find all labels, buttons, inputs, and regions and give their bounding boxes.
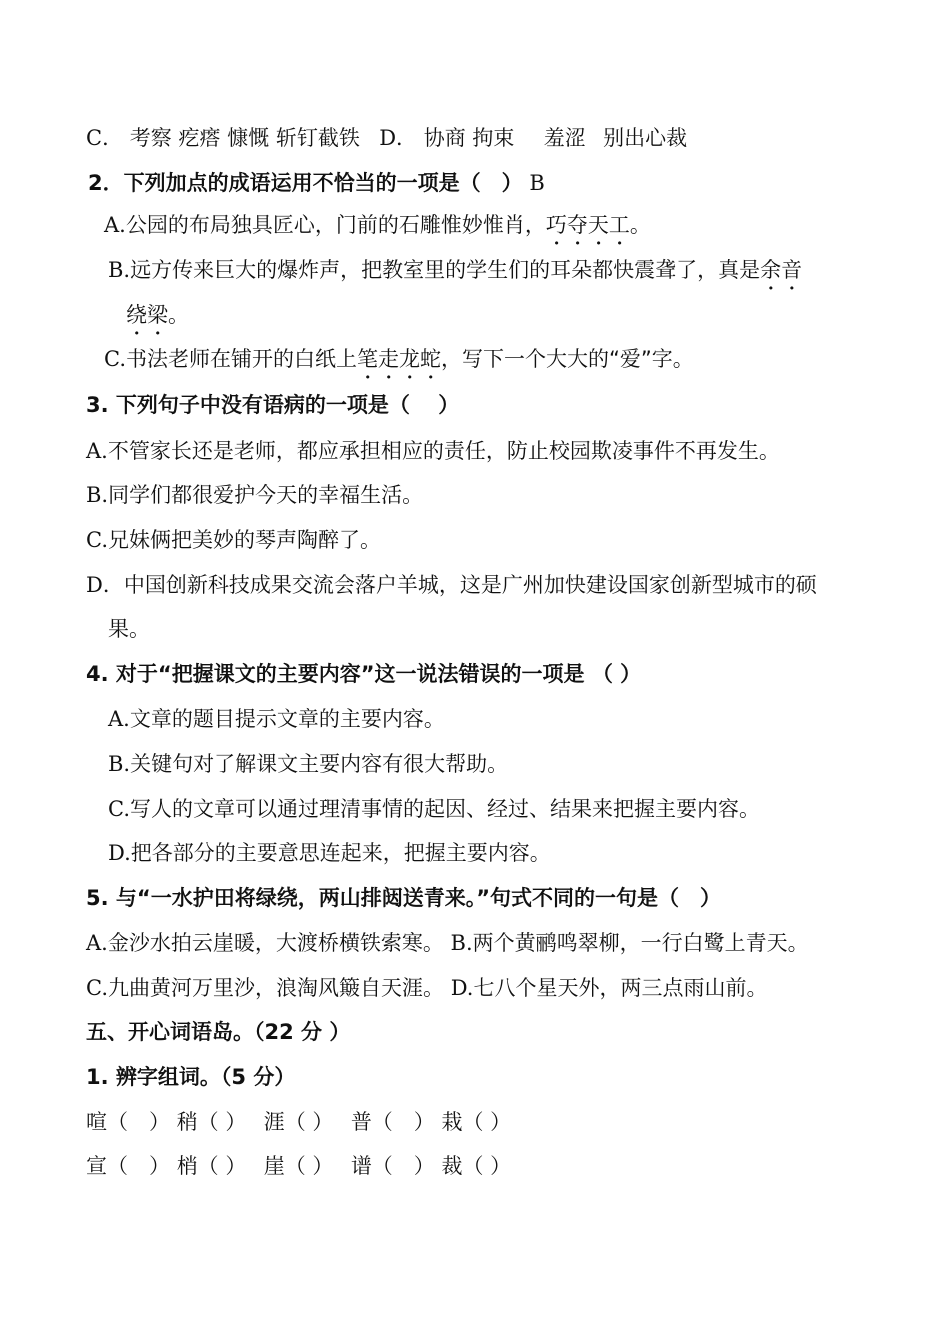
option-letter: D. bbox=[450, 976, 474, 1000]
option-text: 七八个星天外，两三点雨山前。 bbox=[473, 976, 768, 1000]
q4-option-b bbox=[108, 749, 508, 779]
char-row-2 bbox=[86, 1151, 511, 1181]
q2-option-a bbox=[104, 210, 651, 250]
question-3-stem: 3. 下列句子中没有语病的一项是（ ） bbox=[86, 393, 460, 417]
q2-option-c bbox=[104, 344, 694, 384]
option-letter: D． bbox=[86, 573, 124, 597]
option-letter: A. bbox=[104, 213, 126, 237]
word: 慷慨 bbox=[227, 126, 270, 150]
q3-option-b bbox=[86, 480, 423, 510]
option-text: 公园的布局独具匠心，门前的石雕惟妙惟肖， bbox=[125, 213, 546, 237]
option-text: 两个黄鹂鸣翠柳，一行白鹭上青天。 bbox=[472, 931, 809, 955]
word: 考察 bbox=[129, 126, 172, 150]
char-row-1 bbox=[86, 1107, 511, 1137]
q3-option-c bbox=[86, 525, 381, 555]
q3-option-d-continued: 果。 bbox=[108, 617, 150, 641]
option-letter: B. bbox=[86, 483, 109, 507]
option-letter: B. bbox=[450, 931, 473, 955]
option-text: 金沙水拍云崖暖，大渡桥横铁索寒。 bbox=[107, 931, 444, 955]
option-text: 文章的题目提示文章的主要内容。 bbox=[129, 707, 445, 731]
option-letter: C． bbox=[86, 126, 124, 150]
section-5-title: 五、开心词语岛。（22 分 ） bbox=[86, 1020, 351, 1044]
word: 羞涩 bbox=[543, 126, 586, 150]
q2-option-b-continued bbox=[126, 300, 189, 340]
option-text: 中国创新科技成果交流会落户羊城，这是广州加快建设国家创新型城市的硕 bbox=[123, 573, 817, 597]
emphasized-idiom: 余音 bbox=[760, 258, 803, 282]
option-text: 九曲黄河万里沙，浪淘风簸自天涯。 bbox=[108, 976, 444, 1000]
option-letter: C. bbox=[86, 528, 108, 552]
option-letter: B. bbox=[108, 752, 131, 776]
question-5-stem: 5. 与“一水护田将绿绕，两山排闼送青来。”句式不同的一句是（ ） bbox=[86, 886, 722, 910]
option-text: 关键句对了解课文主要内容有很大帮助。 bbox=[130, 752, 509, 776]
q1-option-c-d bbox=[86, 123, 687, 153]
emphasized-idiom: 绕梁 bbox=[126, 303, 168, 327]
q5-options-c-d bbox=[86, 973, 767, 1003]
punctuation: 。 bbox=[168, 303, 189, 327]
char-blank: 涯（ ） bbox=[263, 1110, 334, 1134]
question-2-stem bbox=[88, 168, 545, 198]
option-text: 远方传来巨大的爆炸声，把教室里的学生们的耳朵都快震聋了，真是 bbox=[130, 258, 761, 282]
option-text: 写人的文章可以通过理清事情的起因、经过、结果来把握主要内容。 bbox=[130, 797, 760, 821]
char-blank: 宣（ ） bbox=[86, 1154, 170, 1178]
q4-option-a bbox=[108, 704, 445, 734]
question-text: 2．下列加点的成语运用不恰当的一项是（ ） bbox=[88, 171, 523, 195]
punctuation: 。 bbox=[629, 213, 651, 237]
option-text: 同学们都很爱护今天的幸福生活。 bbox=[108, 483, 424, 507]
answer-mark: B bbox=[529, 171, 545, 195]
option-text: 把各部分的主要意思连起来，把握主要内容。 bbox=[130, 841, 551, 865]
option-text: 兄妹俩把美妙的琴声陶醉了。 bbox=[108, 528, 381, 552]
q3-option-a bbox=[86, 436, 780, 466]
char-blank: 普（ ） bbox=[350, 1110, 435, 1134]
word: 斩钉截铁 bbox=[275, 126, 360, 150]
char-blank: 裁（ ） bbox=[441, 1154, 512, 1178]
option-text-tail: ，写下一个大大的“爱”字。 bbox=[441, 347, 694, 371]
q3-option-d bbox=[86, 570, 817, 600]
question-4-stem: 4. 对于“把握课文的主要内容”这一说法错误的一项是 （ ） bbox=[86, 662, 642, 686]
word: 拘束 bbox=[472, 126, 515, 150]
char-blank: 喧（ ） bbox=[86, 1110, 170, 1134]
option-text: 书法老师在铺开的白纸上 bbox=[126, 347, 357, 371]
char-blank: 谱（ ） bbox=[350, 1154, 435, 1178]
option-text: 不管家长还是老师，都应承担相应的责任，防止校园欺凌事件不再发生。 bbox=[107, 439, 780, 463]
char-blank: 梢（ ） bbox=[176, 1154, 247, 1178]
char-blank: 稍（ ） bbox=[176, 1110, 247, 1134]
q4-option-c bbox=[108, 794, 760, 824]
option-letter: C. bbox=[108, 797, 130, 821]
option-letter: A. bbox=[86, 439, 108, 463]
option-letter: C. bbox=[86, 976, 108, 1000]
option-letter: D. bbox=[108, 841, 131, 865]
word: 协商 bbox=[423, 126, 466, 150]
emphasized-idiom: 巧夺天工 bbox=[545, 213, 630, 237]
word: 别出心裁 bbox=[603, 126, 688, 150]
q4-option-d bbox=[108, 838, 551, 868]
option-letter: A. bbox=[108, 707, 130, 731]
word: 疙瘩 bbox=[178, 126, 221, 150]
q2-option-b bbox=[108, 255, 802, 295]
char-blank: 栽（ ） bbox=[441, 1110, 512, 1134]
option-letter: A. bbox=[86, 931, 108, 955]
option-letter: B. bbox=[108, 258, 131, 282]
q5-options-a-b bbox=[86, 928, 809, 958]
section-5-sub-1: 1. 辨字组词。（5 分） bbox=[86, 1065, 296, 1089]
option-letter: D． bbox=[379, 126, 418, 150]
emphasized-idiom: 笔走龙蛇 bbox=[357, 347, 441, 371]
char-blank: 崖（ ） bbox=[263, 1154, 334, 1178]
option-letter: C. bbox=[104, 347, 126, 371]
